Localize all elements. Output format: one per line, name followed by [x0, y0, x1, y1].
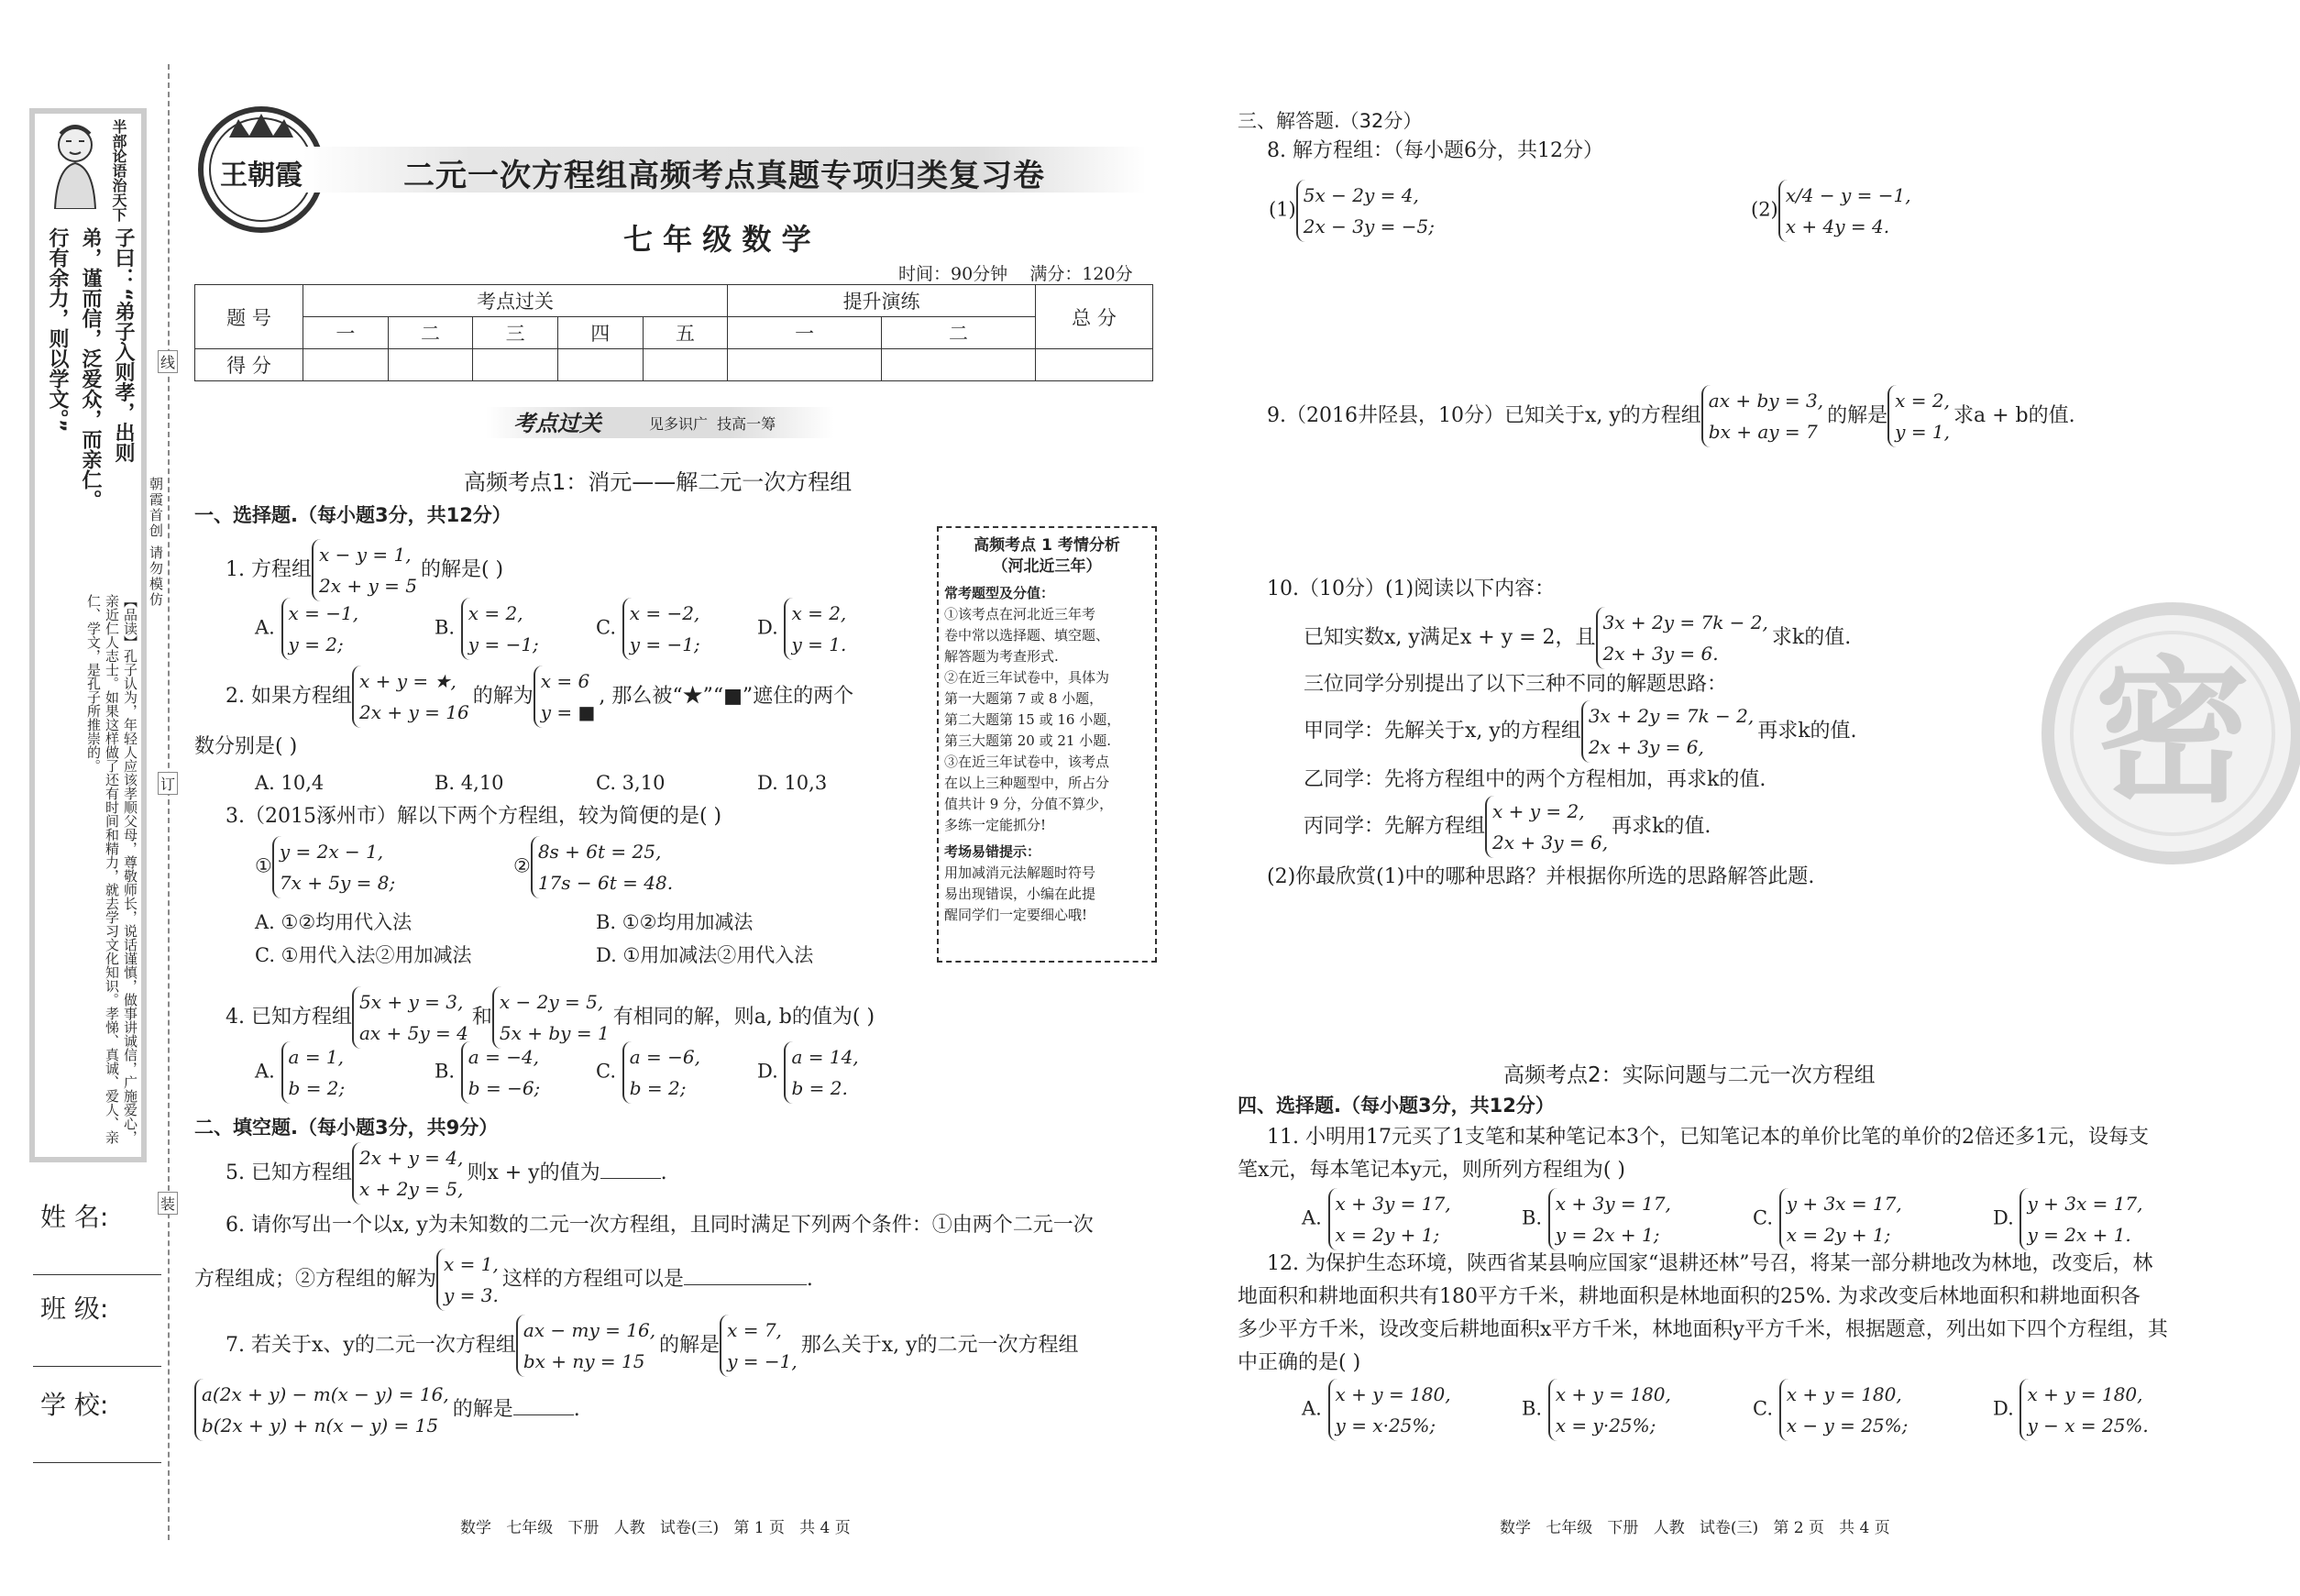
analysis-line: 值共计 9 分，分值不算少，: [944, 796, 1114, 812]
q11-option-a[interactable]: A. x + 3y = 17, x = 2y + 1;: [1302, 1188, 1455, 1250]
sidebar-logo-text: 半部论语治天下: [110, 119, 127, 222]
analysis-line: 易出现错误，小编在此提: [944, 886, 1096, 902]
q11-option-b[interactable]: B. x + 3y = 17, y = 2x + 1;: [1522, 1188, 1675, 1250]
q4: 4. 已知方程组 5x + y = 3, ax + 5y = 4 和 x − 2y = 5, 5x + by = 1 有相同的解，则a, b的值为( ): [226, 986, 875, 1049]
q9-answer-area[interactable]: [1238, 458, 2154, 559]
q2-line2: 数分别是( ): [194, 735, 298, 758]
q9: 9.（2016井陉县，10分）已知关于x, y的方程组 ax + by = 3, bx + ay = 7 的解是 x = 2, y = 1, 求a + b的值.: [1267, 385, 2075, 447]
class-field[interactable]: [33, 1283, 161, 1367]
q10-line4: 甲同学：先解关于x, y的方程组 3x + 2y = 7k − 2, 2x + 3y = 6, 再求k的值.: [1304, 700, 1857, 763]
exam-analysis-box: [937, 526, 1157, 963]
cut-mark-3: 装: [158, 1192, 178, 1215]
q1-option-a[interactable]: A. x = −1, y = 2;: [255, 598, 362, 660]
sidebar-quote: 子曰：“弟子入则孝，出则 弟，谨而信，泛爱众，而亲仁。 行有余力，则以学文。”: [46, 227, 135, 510]
q2-option-a[interactable]: A. 10,4: [255, 772, 325, 794]
confucius-portrait: [39, 117, 112, 209]
q3-option-a[interactable]: A. ①②均用代入法: [255, 911, 413, 933]
q10-answer-area[interactable]: [1238, 898, 2154, 1045]
q12-line3: 多少平方千米，设改变后耕地面积x平方千米，林地面积y平方千米，根据题意，列出如下四个方程组，其: [1238, 1318, 2168, 1341]
q1-system: x − y = 1, 2x + y = 5: [312, 539, 421, 601]
q12-option-d[interactable]: D. x + y = 180, y − x = 25%.: [1993, 1379, 2152, 1441]
score-col: 一: [303, 317, 389, 349]
section2-heading: 高频考点2：实际问题与二元一次方程组: [1503, 1063, 1876, 1087]
q7-answer-blank[interactable]: [513, 1414, 574, 1415]
q12-option-a[interactable]: A. x + y = 180, y = x·25%;: [1302, 1379, 1455, 1441]
score-col: 三: [473, 317, 558, 349]
cut-mark-2: 订: [158, 772, 178, 795]
analysis-line: ②在近三年试卷中，具体为: [944, 669, 1110, 686]
score-group-2: 提升演练: [728, 285, 1036, 317]
exam-subtitle: 七 年 级 数 学: [623, 222, 811, 257]
q8: 8. 解方程组：（每小题6分，共12分）: [1267, 139, 1603, 162]
q8-answer-area[interactable]: [1238, 257, 2154, 376]
q1-option-d[interactable]: D. x = 2, y = 1.: [757, 598, 850, 660]
q10-line6: 丙同学：先解方程组 x + y = 2, 2x + 3y = 6, 再求k的值.: [1304, 796, 1711, 858]
score-cell[interactable]: [388, 349, 473, 381]
analysis-h1: 常考题型及分值：: [944, 585, 1055, 601]
analysis-line: 用加减消元法解题时符号: [944, 864, 1096, 881]
analysis-line: 第三大题第 20 或 21 小题.: [944, 732, 1112, 749]
q11-option-c[interactable]: C. y + 3x = 17, x = 2y + 1;: [1753, 1188, 1906, 1250]
q6-answer-blank[interactable]: [684, 1284, 807, 1285]
q2-option-c[interactable]: C. 3,10: [596, 772, 666, 794]
score-total-label: 总 分: [1036, 285, 1153, 349]
cut-line: [168, 64, 170, 1540]
score-col: 五: [643, 317, 728, 349]
analysis-line: 卷中常以选择题、填空题、: [944, 627, 1110, 644]
q1-option-b[interactable]: B. x = 2, y = −1;: [435, 598, 543, 660]
cut-mark-1: 线: [158, 350, 178, 373]
score-col: 二: [388, 317, 473, 349]
q2-option-b[interactable]: B. 4,10: [435, 772, 504, 794]
q12-line4: 中正确的是( ): [1238, 1351, 1361, 1374]
q12-line1: 12. 为保护生态环境，陕西省某县响应国家“退耕还林”号召，将某一部分耕地改为林地，改变后，林: [1267, 1252, 2153, 1275]
q2-option-d[interactable]: D. 10,3: [757, 772, 828, 794]
section1-heading: 高频考点1：消元——解二元一次方程组: [464, 469, 853, 495]
score-table-s-label: 得 分: [195, 349, 303, 381]
part3-heading: 三、解答题.（32分）: [1238, 110, 1423, 132]
q8-system-2: (2) x/4 − y = −1, x + 4y = 4.: [1751, 180, 1915, 242]
score-cell[interactable]: [882, 349, 1036, 381]
score-cell[interactable]: [728, 349, 882, 381]
q3-option-c[interactable]: C. ①用代入法②用加减法: [255, 944, 472, 966]
score-cell[interactable]: [473, 349, 558, 381]
confidential-seal: [2035, 596, 2300, 871]
footer-left: 数学 七年级 下册 人教 试卷(三) 第 1 页 共 4 页: [460, 1519, 851, 1537]
score-cell[interactable]: [643, 349, 728, 381]
banner-main: 考点过关: [513, 410, 601, 436]
q3-option-d[interactable]: D. ①用加减法②用代入法: [596, 944, 814, 966]
q10-line5: 乙同学：先将方程组中的两个方程相加，再求k的值.: [1304, 768, 1766, 791]
analysis-line: 多练一定能抓分!: [944, 817, 1047, 833]
score-table: [194, 284, 1153, 381]
part4-heading: 四、选择题.（每小题3分，共12分）: [1238, 1095, 1555, 1117]
q1: 1. 方程组 x − y = 1, 2x + y = 5 的解是( ): [226, 539, 503, 601]
q11-line2: 笔x元，每本笔记本y元，则所列方程组为( ): [1238, 1159, 1625, 1182]
analysis-line: 醒同学们一定要细心哦!: [944, 907, 1088, 923]
analysis-line: 解答题为考查形式.: [944, 648, 1059, 665]
q1-option-c[interactable]: C. x = −2, y = −1;: [596, 598, 704, 660]
q4-option-d[interactable]: D. a = 14, b = 2.: [757, 1041, 863, 1104]
name-label: 姓 名:: [40, 1202, 109, 1232]
analysis-line: 在以上三种题型中，所占分: [944, 775, 1110, 791]
analysis-title: 高频考点 1 考情分析 （河北近三年）: [974, 536, 1120, 576]
score-cell[interactable]: [557, 349, 643, 381]
q10-line3: 三位同学分别提出了以下三种不同的解题思路：: [1304, 673, 1728, 696]
q7-line2: a(2x + y) − m(x − y) = 16, b(2x + y) + n(x − y) = 15 的解是 .: [194, 1379, 580, 1441]
q3-system-1: ① y = 2x − 1, 7x + 5y = 8;: [255, 836, 399, 898]
q12-line2: 地面积和耕地面积共有180平方千米，耕地面积是林地面积的25%. 为求改变后林地面积和耕地面积各: [1238, 1285, 2140, 1308]
q4-option-c[interactable]: C. a = −6, b = 2;: [596, 1041, 704, 1104]
q12-option-c[interactable]: C. x + y = 180, x − y = 25%;: [1753, 1379, 1911, 1441]
score-cell[interactable]: [1036, 349, 1153, 381]
score-col: 一: [728, 317, 882, 349]
score-col: 二: [882, 317, 1036, 349]
time-info: 时间：90分钟 满分：120分: [898, 264, 1133, 284]
class-label: 班 级:: [40, 1293, 109, 1324]
analysis-line: ③在近三年试卷中，该考点: [944, 754, 1110, 770]
part1-heading: 一、选择题.（每小题3分，共12分）: [194, 504, 512, 526]
q5: 5. 已知方程组 2x + y = 4, x + 2y = 5, 则x + y的值为 .: [226, 1142, 667, 1205]
slogan: 朝霞首创 请勿模仿: [148, 477, 164, 608]
q3-option-b[interactable]: B. ①②均用加减法: [596, 911, 754, 933]
exam-title: 二元一次方程组高频考点真题专项归类复习卷: [403, 158, 1045, 194]
q12-option-b[interactable]: B. x + y = 180, x = y·25%;: [1522, 1379, 1675, 1441]
analysis-line: 第二大题第 15 或 16 小题，: [944, 711, 1121, 728]
sidebar: [29, 108, 149, 1162]
banner-sub: 见多识广 技高一筹: [649, 415, 776, 433]
q4-option-b[interactable]: B. a = −4, b = −6;: [435, 1041, 544, 1104]
analysis-h2: 考场易错提示：: [944, 843, 1041, 860]
school-field[interactable]: [33, 1380, 161, 1463]
part2-heading: 二、填空题.（每小题3分，共9分）: [194, 1117, 499, 1139]
q5-answer-blank[interactable]: [600, 1178, 661, 1179]
q3-system-2: ② 8s + 6t = 25, 17s − 6t = 48.: [513, 836, 677, 898]
q6-line1: 6. 请你写出一个以x, y为未知数的二元一次方程组，且同时满足下列两个条件：①由两个二元一次: [226, 1214, 1094, 1237]
sidebar-commentary: 【品读】孔子认为，年轻人应该孝顺父母，尊敬师长，说话谨慎，做事讲诚信，广施爱心，亲近仁人志士。如果这样做了还有时间和精力，就去学习文化知识。孝悌、真诚、爱人、亲仁、学文，是孔子所推崇的。: [85, 594, 138, 1144]
school-label: 学 校:: [40, 1390, 109, 1420]
q8-system-1: (1) 5x − 2y = 4, 2x − 3y = −5;: [1269, 180, 1438, 242]
q2: 2. 如果方程组 x + y = ★, 2x + y = 16 的解为 x = 6 y = ■ , 那么被“★”“■”遮住的两个: [226, 666, 853, 728]
brand-name: 王朝霞: [220, 160, 303, 192]
q3: 3.（2015涿州市）解以下两个方程组，较为简便的是( ): [226, 805, 722, 828]
q11-option-d[interactable]: D. y + 3x = 17, y = 2x + 1.: [1993, 1188, 2147, 1250]
q7-line1: 7. 若关于x、y的二元一次方程组 ax − my = 16, bx + ny = 15 的解是 x = 7, y = −1, 那么关于x, y的二元一次方程组: [226, 1315, 1079, 1377]
score-cell[interactable]: [303, 349, 389, 381]
name-field[interactable]: [33, 1192, 161, 1275]
q11-line1: 11. 小明用17元买了1支笔和某种笔记本3个，已知笔记本的单价比笔的单价的2倍还多1元，设每支: [1267, 1126, 2149, 1149]
q4-option-a[interactable]: A. a = 1, b = 2;: [255, 1041, 348, 1104]
analysis-line: 第一大题第 7 或 8 小题，: [944, 690, 1104, 707]
score-group-1: 考点过关: [303, 285, 728, 317]
score-table-q-label: 题 号: [195, 285, 303, 349]
analysis-line: ①该考点在河北近三年考: [944, 606, 1096, 622]
score-col: 四: [557, 317, 643, 349]
q6-line2: 方程组成；②方程组的解为 x = 1, y = 3. 这样的方程组可以是 .: [194, 1249, 813, 1311]
q10-line1: 10.（10分）(1)阅读以下内容：: [1267, 578, 1556, 600]
q10-line7: (2)你最欣赏(1)中的哪种思路？并根据你所选的思路解答此题.: [1267, 865, 1815, 888]
footer-right: 数学 七年级 下册 人教 试卷(三) 第 2 页 共 4 页: [1500, 1519, 1890, 1537]
q10-line2: 已知实数x, y满足x + y = 2，且 3x + 2y = 7k − 2, 2x + 3y = 6. 求k的值.: [1304, 607, 1851, 669]
seal-character: 密: [2094, 643, 2250, 824]
